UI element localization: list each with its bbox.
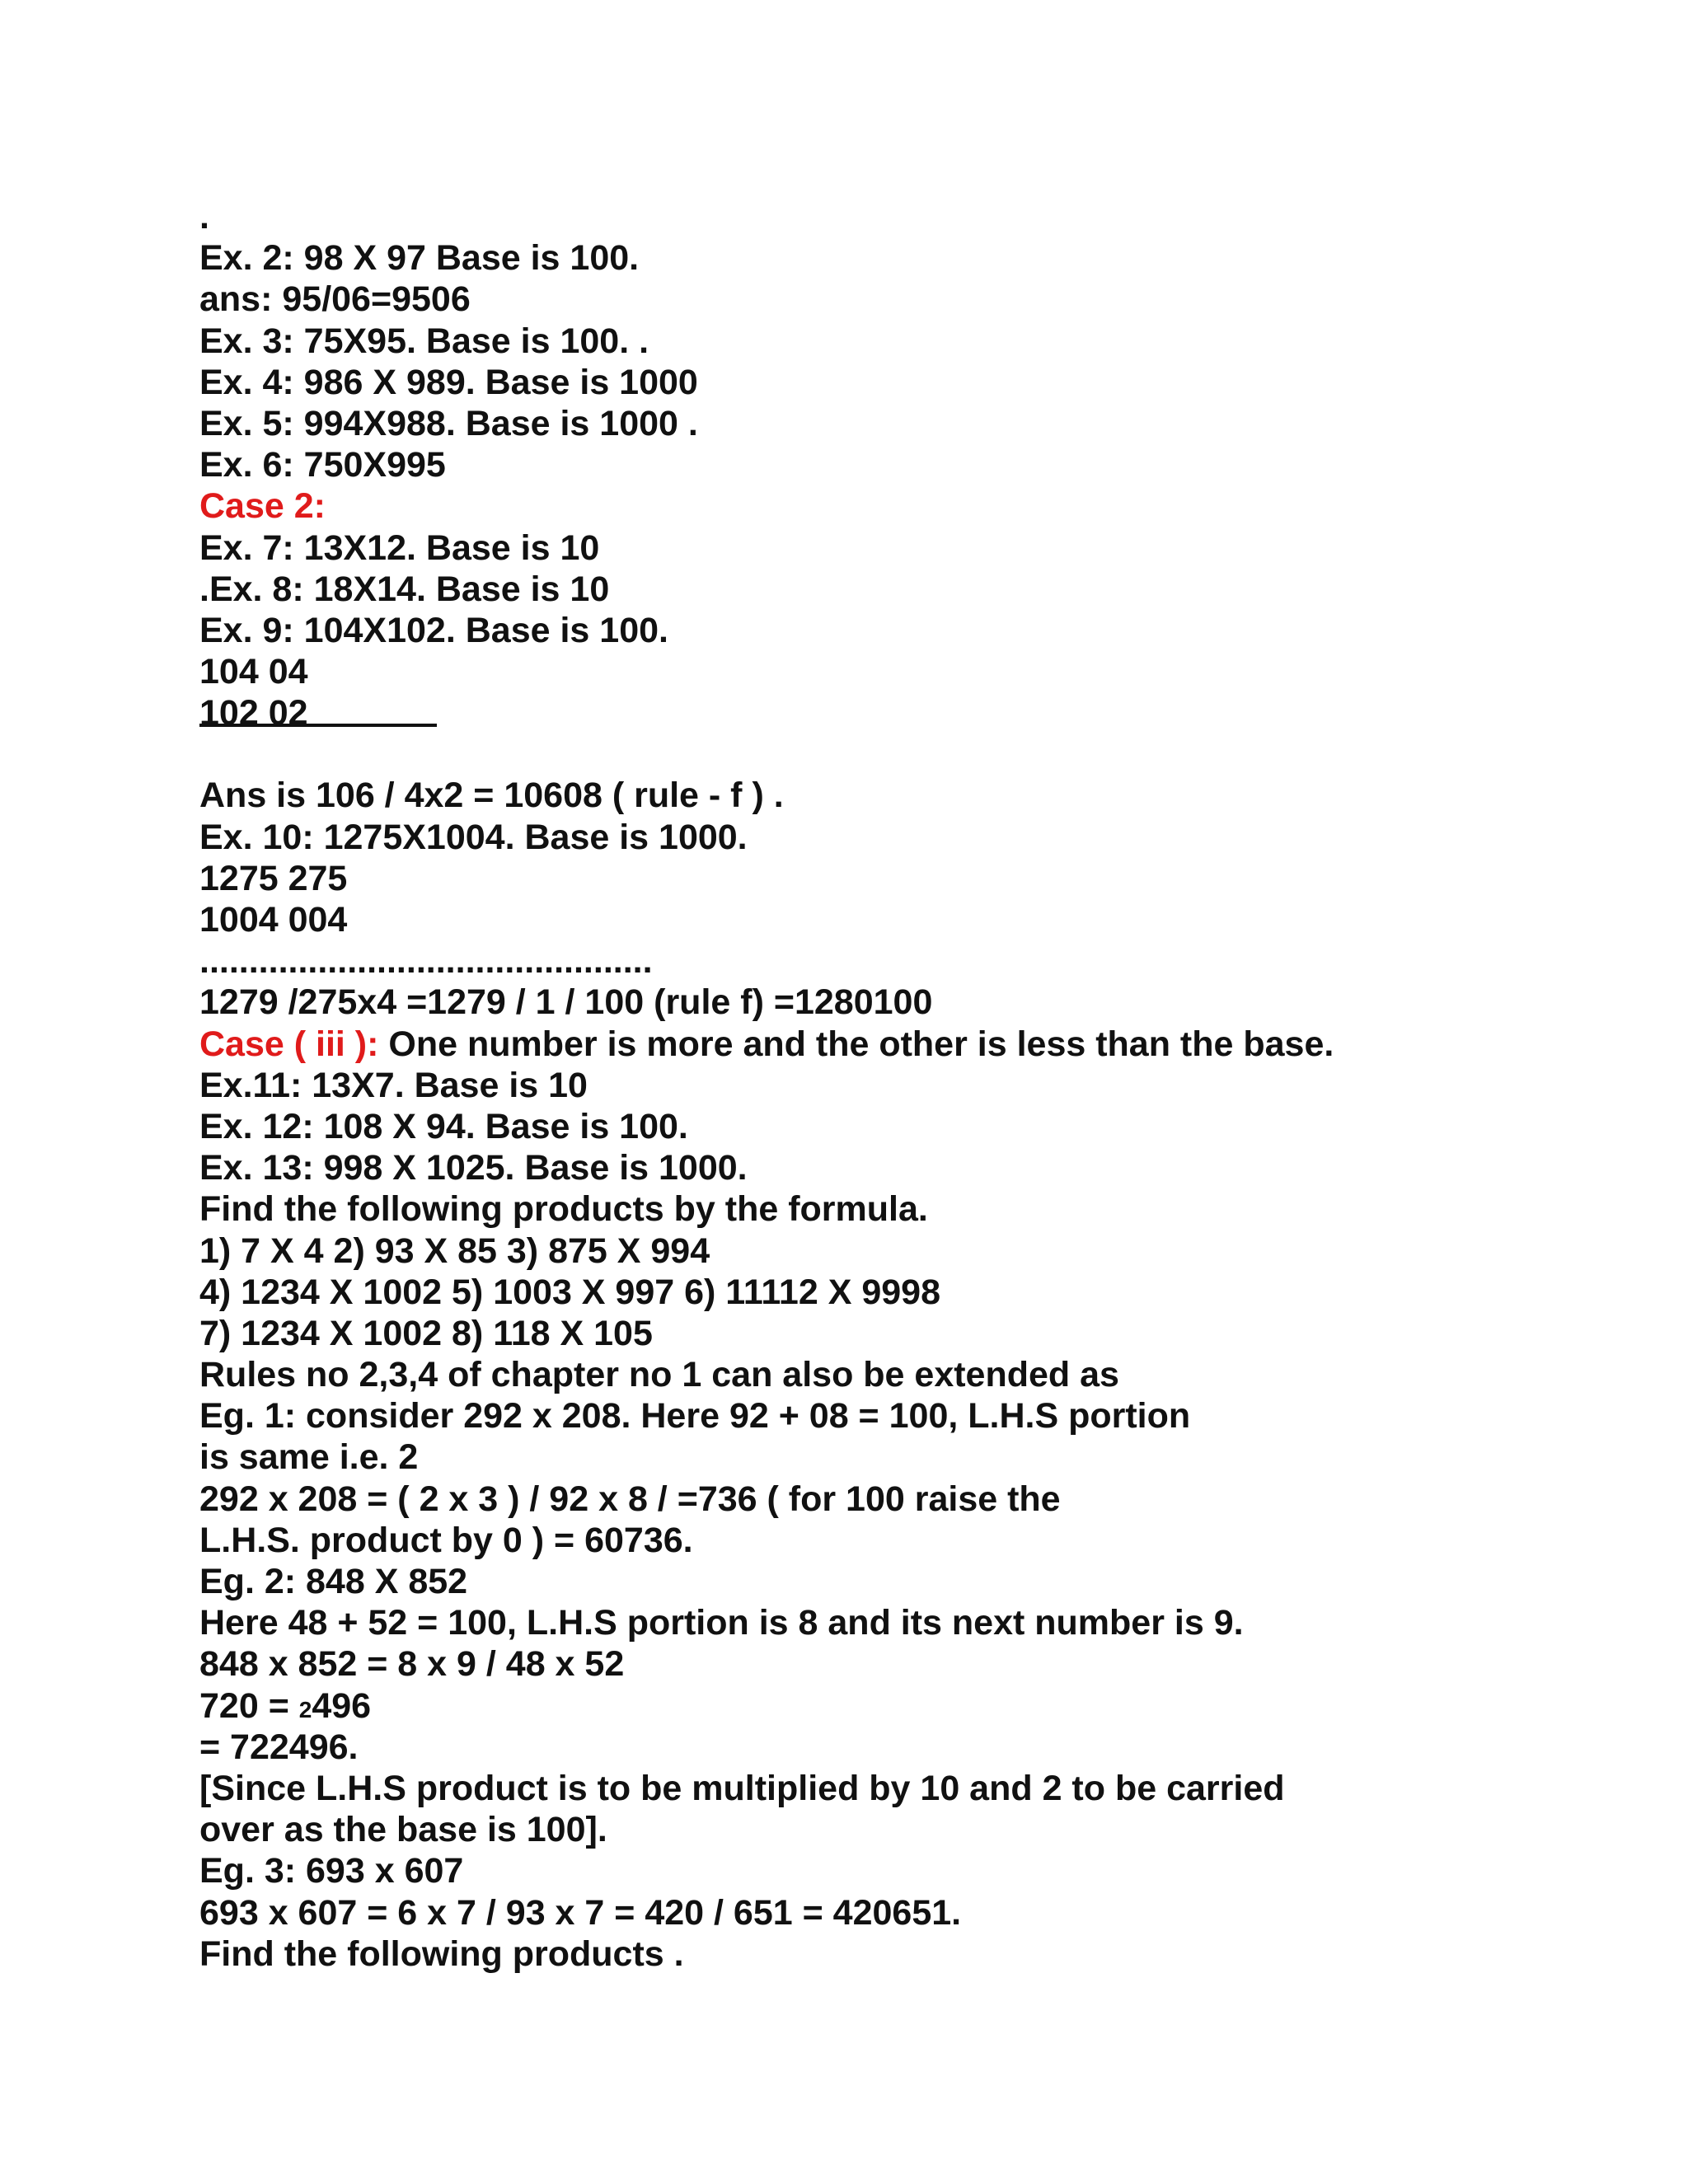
text-line <box>199 1685 1601 1727</box>
text-line: Here 48 + 52 = 100, L.H.S portion is 8 and its next number is 9. <box>199 1603 1244 1643</box>
text-line: Ex. 3: 75X95. Base is 100. . <box>199 321 649 361</box>
text-line: Ex. 4: 986 X 989. Base is 1000 <box>199 362 698 402</box>
text-line: is same i.e. 2 <box>199 1437 419 1478</box>
text-line: Ex. 10: 1275X1004. Base is 1000. <box>199 817 748 857</box>
text-line: 848 x 852 = 8 x 9 / 48 x 52 <box>199 1644 625 1685</box>
text-line: .Ex. 8: 18X14. Base is 10 <box>199 569 610 609</box>
text-line <box>199 1024 1601 1065</box>
dotted-separator: .............................................. <box>199 941 653 982</box>
text-line: [Since L.H.S product is to be multiplied by 10 and 2 to be carried <box>199 1768 1285 1808</box>
text-line: Ex. 2: 98 X 97 Base is 100. <box>199 238 640 279</box>
text-line: over as the base is 100]. <box>199 1810 607 1850</box>
case-heading: Case 2: <box>199 486 326 527</box>
text-line: Find the following products by the formula. <box>199 1189 928 1230</box>
text-line: Find the following products . <box>199 1933 684 1974</box>
text-line: Rules no 2,3,4 of chapter no 1 can also be extended as <box>199 1355 1119 1395</box>
text-segment: 720 = <box>199 1685 299 1726</box>
text-line: 104 04 <box>199 652 308 692</box>
text-line: 1004 004 <box>199 900 348 940</box>
text-line: Ex. 6: 750X995 <box>199 445 446 485</box>
text-line: 693 x 607 = 6 x 7 / 93 x 7 = 420 / 651 = 420651. <box>199 1892 962 1933</box>
text-line: 7) 1234 X 1002 8) 118 X 105 <box>199 1313 653 1353</box>
text-line: Eg. 1: consider 292 x 208. Here 92 + 08 = 100, L.H.S portion <box>199 1396 1191 1436</box>
text-line: . <box>199 197 209 237</box>
text-line: 4) 1234 X 1002 5) 1003 X 997 6) 11112 X 9998 <box>199 1272 940 1312</box>
text-line: L.H.S. product by 0 ) = 60736. <box>199 1520 693 1560</box>
carry-digit: 2 <box>298 1696 312 1722</box>
case-heading: Case ( iii ): <box>199 1024 379 1064</box>
text-line: Ex.11: 13X7. Base is 10 <box>199 1065 588 1105</box>
text-line: Ex. 13: 998 X 1025. Base is 1000. <box>199 1148 748 1188</box>
text-line: 1) 7 X 4 2) 93 X 85 3) 875 X 994 <box>199 1230 710 1271</box>
text-line: 1279 /275x4 =1279 / 1 / 100 (rule f) =1280100 <box>199 982 933 1023</box>
text-segment: 496 <box>312 1685 372 1726</box>
case-description: One number is more and the other is less than the base. <box>378 1024 1334 1064</box>
text-line: Eg. 2: 848 X 852 <box>199 1562 468 1601</box>
text-line: 292 x 208 = ( 2 x 3 ) / 92 x 8 / =736 ( for 100 raise the <box>199 1479 1061 1519</box>
text-line: Ans is 106 / 4x2 = 10608 ( rule - f ) . <box>199 776 784 816</box>
document-body <box>199 196 1601 1975</box>
text-line: = 722496. <box>199 1727 359 1767</box>
text-line: Eg. 3: 693 x 607 <box>199 1851 464 1891</box>
text-line: Ex. 7: 13X12. Base is 10 <box>199 527 600 568</box>
text-line: 1275 275 <box>199 858 348 898</box>
text-line: Ex. 5: 994X988. Base is 1000 . <box>199 403 698 443</box>
text-line: 102 02 <box>199 693 308 733</box>
text-line: ans: 95/06=9506 <box>199 279 471 320</box>
text-line: Ex. 9: 104X102. Base is 100. <box>199 610 668 650</box>
text-line: Ex. 12: 108 X 94. Base is 100. <box>199 1106 688 1146</box>
